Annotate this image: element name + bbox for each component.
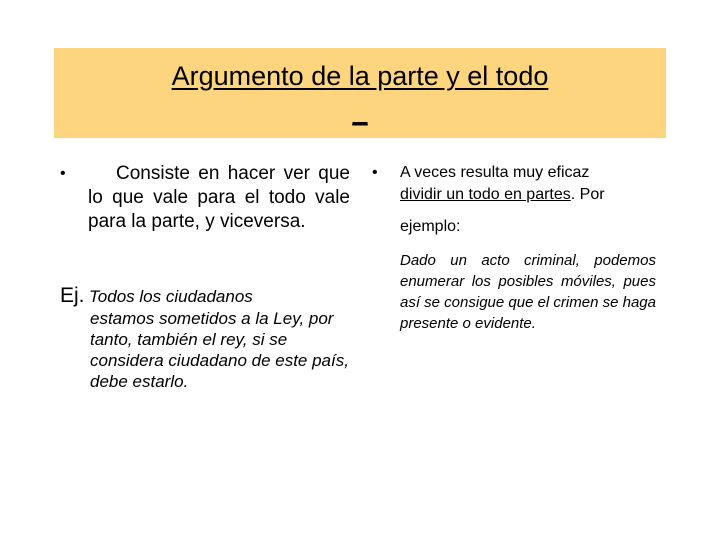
bullet-icon: • <box>60 165 66 182</box>
slide-title: Argumento de la parte y el todo <box>171 61 549 91</box>
right-column <box>372 162 656 334</box>
example-text: estamos sometidos a la Ley, por tanto, también el rey, si se considera ciudadano de este país, debe estarlo. <box>90 309 349 391</box>
intro-item <box>372 162 656 238</box>
bullet-icon: • <box>372 164 378 181</box>
example-first-line: Todos los ciudadanos <box>88 287 253 306</box>
example-block <box>60 284 350 392</box>
title-dash: _ <box>352 96 368 126</box>
definition-item <box>60 162 350 234</box>
title-band <box>54 48 666 138</box>
example-label: Ej. <box>60 284 85 307</box>
definition-text: Consiste en hacer ver que lo que vale para el todo vale para la parte, y viceversa. <box>88 163 350 232</box>
intro-text-1: A veces resulta muy eficaz <box>400 164 590 181</box>
left-column <box>60 162 350 392</box>
intro-text-2: . Por <box>570 186 605 203</box>
intro-underlined: dividir un todo en partes <box>400 186 571 203</box>
intro-text-3: ejemplo: <box>400 218 461 235</box>
right-example-text: Dado un acto criminal, podemos enumerar los posibles móviles, pues así se consigue que el crimen se haga presente o evidente. <box>400 252 656 332</box>
